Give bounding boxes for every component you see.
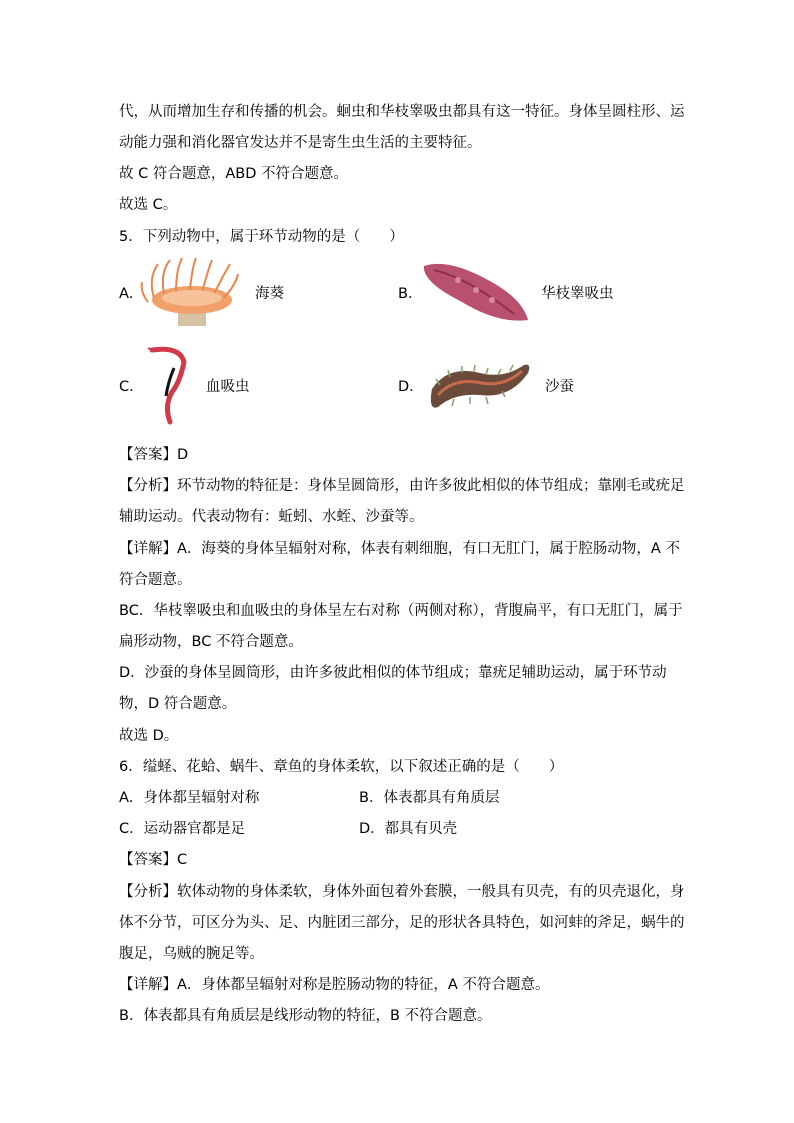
- option-d-label: 沙蚕: [545, 379, 574, 395]
- sea-anemone-icon: [140, 258, 240, 328]
- detail-6-line: 【详解】A．身体都呈辐射对称是腔肠动物的特征，A 不符合题意。: [119, 977, 550, 993]
- detail-5-line: 扁形动物，BC 不符合题意。: [119, 634, 303, 650]
- detail-6-line: B．体表都具有角质层是线形动物的特征，B 不符合题意。: [119, 1008, 492, 1024]
- option-a-letter: A．: [119, 286, 144, 302]
- question-5-stem: 5．下列动物中，属于环节动物的是（ ）: [119, 229, 404, 245]
- option-6a: A．身体都呈辐射对称: [119, 790, 260, 806]
- answer-6: 【答案】C: [119, 852, 188, 868]
- detail-5-line: 【详解】A．海葵的身体呈辐射对称，体表有刺细胞，有口无肛门，属于腔肠动物，A 不: [119, 541, 680, 557]
- analysis-6-line: 【分析】软体动物的身体柔软，身体外面包着外套膜，一般具有贝壳，有的贝壳退化，身: [119, 884, 685, 900]
- analysis-6-line: 体不分节，可区分为头、足、内脏团三部分，足的形状各具特色，如河蚌的斧足，蜗牛的: [119, 915, 685, 931]
- option-6c: C．运动器官都是足: [119, 821, 246, 837]
- option-b-letter: B．: [398, 286, 423, 302]
- text-line: 动能力强和消化器官发达并不是寄生虫生活的主要特征。: [119, 135, 482, 151]
- answer-5: 【答案】D: [119, 447, 189, 463]
- text-line: 故 C 符合题意，ABD 不符合题意。: [119, 166, 348, 182]
- option-b-label: 华枝睾吸虫: [541, 286, 614, 302]
- option-6b: B．体表都具有角质层: [359, 790, 500, 806]
- detail-5-line: BC．华枝睾吸虫和血吸虫的身体呈左右对称（两侧对称），背腹扁平，有口无肛门，属于: [119, 603, 683, 619]
- option-a-label: 海葵: [255, 286, 284, 302]
- text-line: 代，从而增加生存和传播的机会。蛔虫和华枝睾吸虫都具有这一特征。身体呈圆柱形、运: [119, 104, 685, 120]
- text-line: 故选 C。: [119, 197, 178, 213]
- clam-worm-icon: [424, 355, 534, 415]
- schistosome-icon: [140, 346, 200, 426]
- detail-5-line: D．沙蚕的身体呈圆筒形，由许多彼此相似的体节组成；靠疣足辅助运动，属于环节动: [119, 665, 667, 681]
- question-6-stem: 6．缢蛏、花蛤、蜗牛、章鱼的身体柔软，以下叙述正确的是（ ）: [119, 759, 564, 775]
- choose-5: 故选 D。: [119, 728, 179, 744]
- detail-5-line: 物，D 符合题意。: [119, 696, 237, 712]
- analysis-6-line: 腹足，乌贼的腕足等。: [119, 946, 264, 962]
- option-6d: D．都具有贝壳: [359, 821, 458, 837]
- liver-fluke-icon: [418, 258, 533, 328]
- option-c-label: 血吸虫: [206, 379, 250, 395]
- detail-5-line: 符合题意。: [119, 572, 192, 588]
- option-c-letter: C．: [119, 379, 144, 395]
- analysis-5-line: 【分析】环节动物的特征是：身体呈圆筒形，由许多彼此相似的体节组成；靠刚毛或疣足: [119, 478, 685, 494]
- option-d-letter: D．: [398, 379, 424, 395]
- analysis-5-line: 辅助运动。代表动物有：蚯蚓、水蛭、沙蚕等。: [119, 509, 424, 525]
